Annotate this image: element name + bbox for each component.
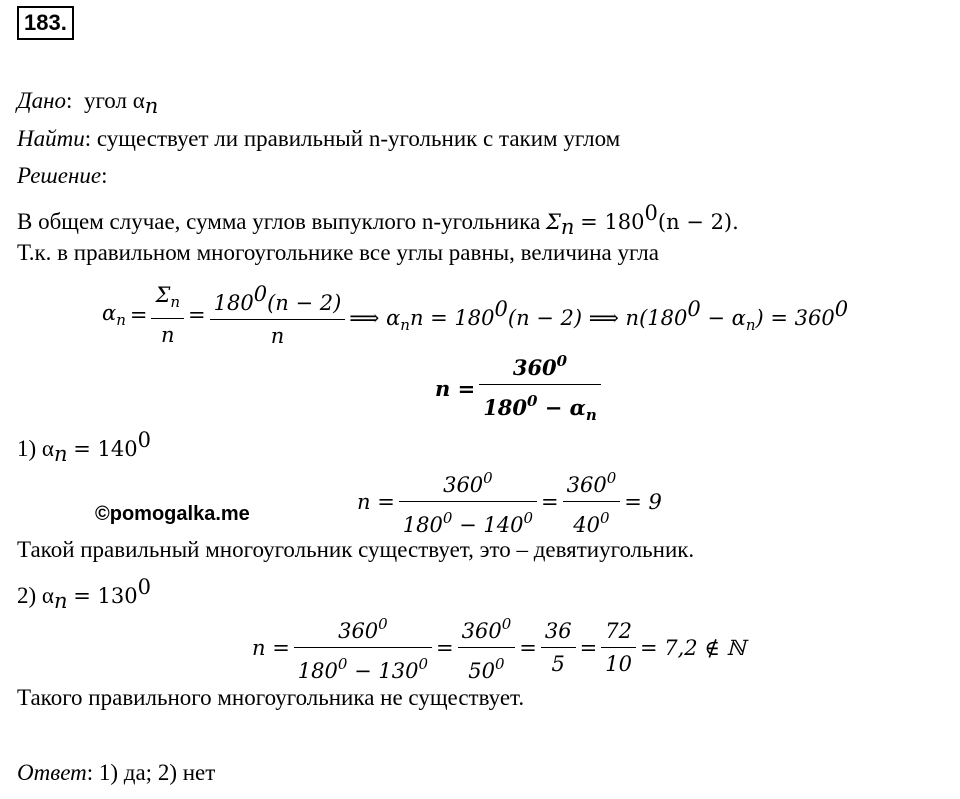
case2-equation: n = $\frac{360^0}{180^0 - 130^0}$ = $\frac{360^0}{50^0}$ = $\frac{36}{5}$ = $\frac{72}{10}$ = 7,2 ∉ ℕ (250, 608, 748, 687)
find-line: Найти: существует ли правильный n-угольник с таким углом (17, 126, 621, 151)
solution-label: Решение (17, 163, 102, 188)
equation-main: $\alpha_n$ = $\frac{\Sigma_n}{n}$ = $\frac{180^0(n - 2)}{n}$ ⟹ $\alpha_nn = 180^0(n - 2)$ ⟹ $n(180^0 - \alpha_n) = 360^0$ (100, 278, 850, 352)
case2-line: 2) $\alpha_n = 130^0$ (17, 575, 151, 613)
problem-number: 183. (17, 6, 74, 40)
answer-line: Ответ: 1) да; 2) нет (17, 760, 216, 785)
case1-line: 1) $\alpha_n = 140^0$ (17, 428, 151, 466)
given-text: угол α (83, 88, 145, 113)
equation-n-formula: n = $\frac{360^0}{180^0 - \alpha_n}$ (433, 345, 603, 431)
solution-label-line: Решение: (17, 163, 108, 188)
given-label: Дано (17, 88, 67, 113)
fraction-180-over-n: $\frac{180^0(n - 2)}{n}$ (210, 278, 346, 352)
fraction-sum-over-n: $\frac{\Sigma_n}{n}$ (151, 279, 184, 351)
find-text: существует ли правильный n-угольник с таким углом (96, 126, 621, 151)
case1-equation: n = $\frac{360^0}{180^0 - 140^0}$ = $\frac{360^0}{40^0}$ = 9 (355, 462, 664, 541)
answer-label: Ответ (17, 760, 87, 785)
case1-text: Такой правильный многоугольник существует, это – девятиугольник. (17, 537, 695, 562)
case2-text: Такого правильного многоугольника не существует. (17, 685, 525, 710)
line1-text: В общем случае, сумма углов выпуклого n-угольника (17, 209, 541, 234)
watermark: ©pomogalka.me (95, 503, 250, 525)
line2: Т.к. в правильном многоугольнике все углы равны, величина угла (17, 240, 659, 265)
line1: В общем случае, сумма углов выпуклого n-угольника $\Sigma_n = 180^0(n - 2)$. (17, 201, 739, 239)
find-label: Найти (17, 126, 85, 151)
given-line: Дано: угол $\alpha_n$ (17, 88, 159, 118)
answer-text: 1) да; 2) нет (98, 760, 216, 785)
